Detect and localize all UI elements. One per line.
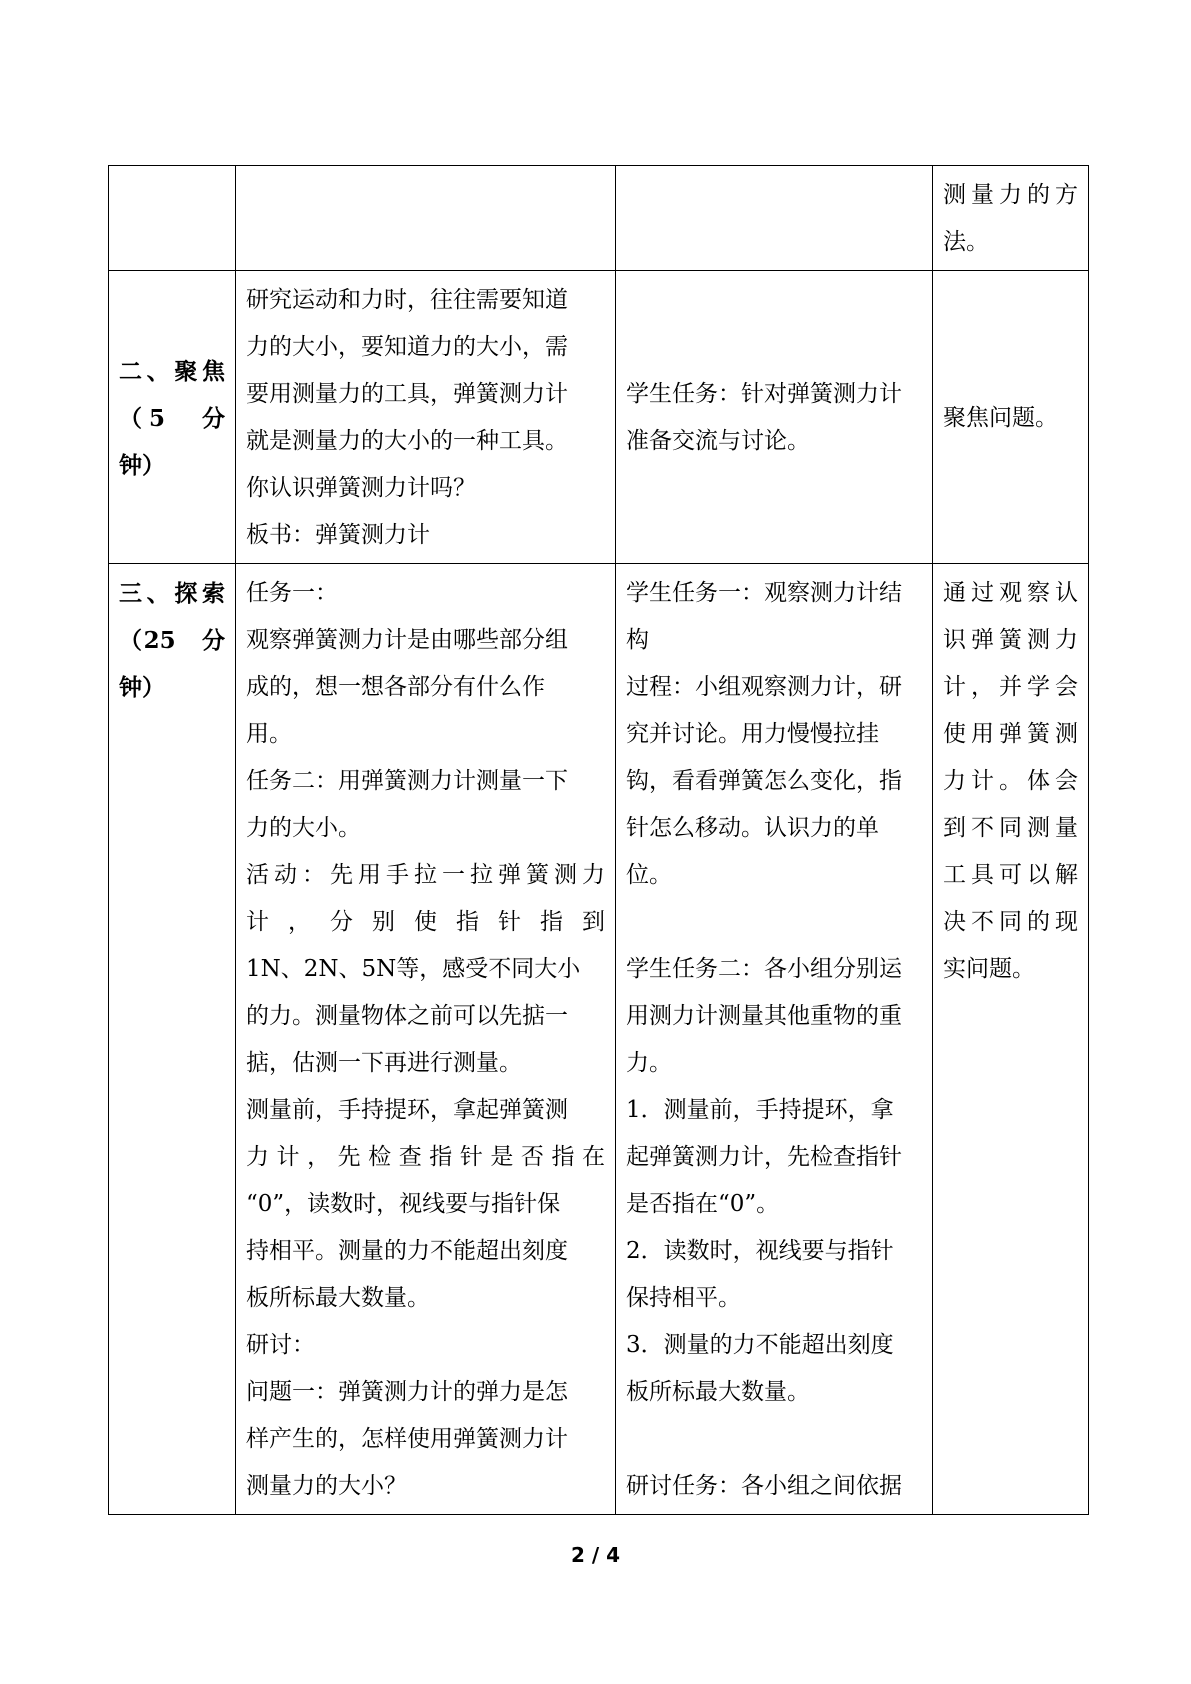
text-line: 观察弹簧测力计是由哪些部分组 [246,627,568,653]
text-line: 针怎么移动。认识力的单 [626,815,879,841]
table-row [109,271,1089,564]
student-activity-cell [616,564,933,1515]
text-line: 3．测量的力不能超出刻度 [626,1332,894,1358]
text-line: 1N、2N、5N等，感受不同大小 [246,956,581,982]
text-line: 实问题。 [943,956,1035,982]
lesson-plan-table [108,165,1089,1515]
text-line: 掂，估测一下再进行测量。 [246,1050,522,1076]
text-line: 决不同的现 [943,909,1078,935]
text-line: 保持相平。 [626,1285,741,1311]
text-line: 法。 [943,229,989,255]
stage-cell [109,271,236,564]
page-number: 2 / 4 [570,1543,621,1567]
table-row [109,564,1089,1515]
text-line: 力的大小，要知道力的大小，需 [246,334,568,360]
student-activity-cell [616,166,933,271]
text-line: 准备交流与讨论。 [626,428,810,454]
goal-cell [933,166,1089,271]
text-line: 要用测量力的工具，弹簧测力计 [246,381,568,407]
text-line: 钟） [119,674,165,701]
text-line: 是否指在“0”。 [626,1191,780,1217]
text-line: 起弹簧测力计，先检查指针 [626,1144,902,1170]
text-line: 任务一： [246,580,338,606]
goal-cell [933,564,1089,1515]
text-line: 你认识弹簧测力计吗？ [246,475,476,501]
text-line: 究并讨论。用力慢慢拉挂 [626,721,879,747]
table-row [109,166,1089,271]
text-line: 测量力的大小？ [246,1473,407,1499]
text-line: 研讨： [246,1332,315,1358]
student-discussion-task [626,1463,922,1510]
text-line: 板所标最大数量。 [246,1285,430,1311]
student-activity-cell [616,271,933,564]
text-line: 学生任务：针对弹簧测力计 [626,381,902,407]
text-line: 计，分别使指针指到 [246,909,605,935]
text-line: 力。 [626,1050,672,1076]
text-line: 三、探索 [119,580,225,607]
text-line: 成的，想一想各部分有什么作 [246,674,545,700]
text-line: 测量前，手持提环，拿起弹簧测 [246,1097,568,1123]
teacher-activity-cell [236,564,616,1515]
text-line: 用。 [246,721,292,747]
text-line: 测量力的方 [943,182,1078,208]
text-line: 钩，看看弹簧怎么变化，指 [626,768,902,794]
text-line: “0”，读数时，视线要与指针保 [246,1191,561,1217]
text-line: 的力。测量物体之前可以先掂一 [246,1003,568,1029]
text-line: 通过观察认 [943,580,1078,606]
text-line: 计，并学会 [943,674,1078,700]
text-line: （5 分 [119,404,225,432]
text-line: 1．测量前，手持提环，拿 [626,1097,894,1123]
stage-cell [109,166,236,271]
stage-cell [109,564,236,1515]
text-line: 工具可以解 [943,862,1078,888]
student-task-one [626,570,922,899]
text-line: 样产生的，怎样使用弹簧测力计 [246,1426,568,1452]
text-line: 持相平。测量的力不能超出刻度 [246,1238,568,1264]
text-line: 用测力计测量其他重物的重 [626,1003,902,1029]
text-line: 就是测量力的大小的一种工具。 [246,428,568,454]
text-line: 力计，先检查指针是否指在 [246,1144,605,1170]
text-line: 问题一：弹簧测力计的弹力是怎 [246,1379,568,1405]
text-line: 过程：小组观察测力计，研 [626,674,902,700]
text-line: 任务二：用弹簧测力计测量一下 [246,768,568,794]
text-line: 使用弹簧测 [943,721,1078,747]
text-line: 力的大小。 [246,815,361,841]
text-line: 构 [626,627,649,653]
text-line: 聚焦问题。 [943,404,1058,431]
text-line: 研究运动和力时，往往需要知道 [246,287,568,313]
text-line: 到不同测量 [943,815,1078,841]
text-line: 2．读数时，视线要与指针 [626,1238,894,1264]
text-line: 板书：弹簧测力计 [246,522,430,548]
teacher-activity-cell [236,166,616,271]
text-line: 力计。体会 [943,768,1078,794]
teacher-activity-cell [236,271,616,564]
text-line: 位。 [626,862,672,888]
text-line: 二、聚焦 [119,357,225,385]
text-line: 活动：先用手拉一拉弹簧测力 [246,862,605,888]
text-line: 识弹簧测力 [943,627,1078,653]
text-line: 学生任务一：观察测力计结 [626,580,902,606]
text-line: 研讨任务：各小组之间依据 [626,1473,902,1499]
text-line: 板所标最大数量。 [626,1379,810,1405]
text-line: （25 分 [119,627,225,654]
text-line: 学生任务二：各小组分别运 [626,956,902,982]
goal-cell [933,271,1089,564]
student-task-two [626,946,922,1416]
text-line: 钟） [119,451,165,479]
